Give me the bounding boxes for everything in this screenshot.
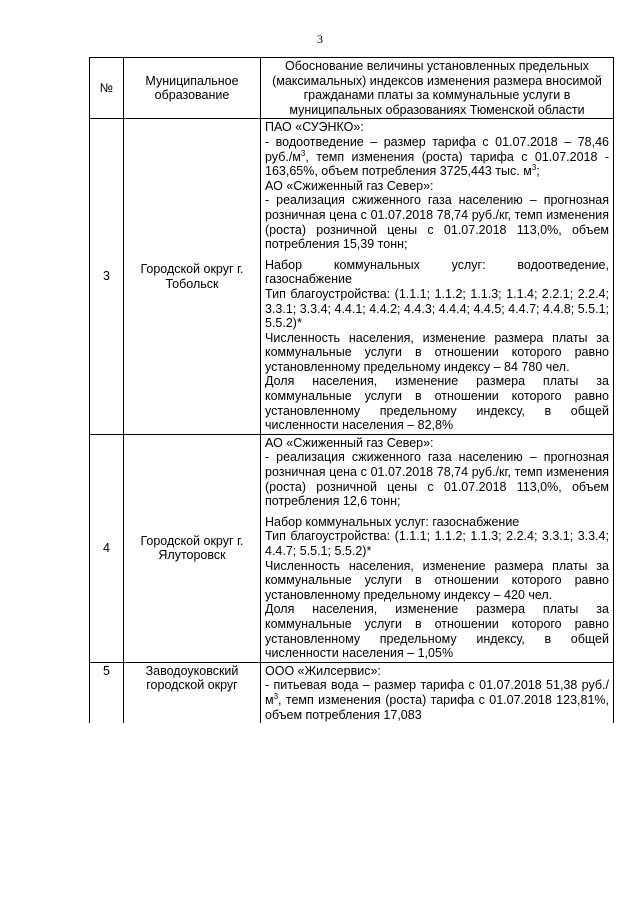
table-header-row (90, 58, 614, 119)
row-justification (261, 119, 614, 434)
row-number: 5 (90, 662, 124, 723)
paragraph: Набор коммунальных услуг: газоснабжение (265, 514, 520, 529)
row-number: 4 (90, 434, 124, 662)
paragraph: ООО «Жилсервис»: (265, 663, 381, 678)
paragraph: Доля населения, изменение размера платы за коммунальные услуги в отношении которого равно установленному предельному индексу, в общей численности населения – 1,05% (265, 602, 609, 661)
row-justification (261, 434, 614, 662)
table-row-3 (90, 119, 614, 434)
row-municipality: Заводоуковский городской округ (124, 662, 261, 723)
header-justification: Обоснование величины установленных предельных (максимальных) индексов изменения размера вносимой гражданами платы за коммунальные услуги в муниципальных образованиях Тюменской области (261, 58, 614, 119)
header-num: № (90, 58, 124, 119)
paragraph: Численность населения, изменение размера платы за коммунальные услуги в отношении которого равно установленному предельному индексу – 84 780 чел. (265, 330, 609, 374)
paragraph: АО «Сжиженный газ Север»: (265, 178, 434, 193)
paragraph: - водоотведение – размер тарифа с 01.07.2018 – 78,46 $руб./м^3$, темп изменения (роста) тарифа с 01.07.2018 - 163,65%, объем потребления 3725,443 тыс. $м^3$; (265, 134, 609, 179)
paragraph: - реализация сжиженного газа населению – прогнозная розничная цена с 01.07.2018 78,74 руб./кг, темп изменения (роста) розничной цены с 01.07.2018 113,0%, объем потребления 12,6 тонн; (265, 450, 609, 509)
page-number: 3 (317, 32, 323, 46)
table-row-4 (90, 434, 614, 662)
paragraph: ПАО «СУЭНКО»: (265, 120, 364, 135)
paragraph: АО «Сжиженный газ Север»: (265, 435, 434, 450)
paragraph: Набор коммунальных услуг: водоотведение, газоснабжение (265, 257, 609, 287)
row-municipality: Городской округ г. Тобольск (124, 119, 261, 434)
paragraph: Тип благоустройства: (1.1.1; 1.1.2; 1.1.3; 1.1.4; 2.2.1; 2.2.4; 3.3.1; 3.3.4; 4.4.1; 4.4.2; 4.4.3; 4.4.4; 4.4.5; 4.4.7; 4.4.8; 5.5.1; 5.5.2)* (265, 286, 610, 331)
paragraph: Тип благоустройства: (1.1.1; 1.1.2; 1.1.3; 2.2.4; 3.3.1; 3.3.4; 4.4.7; 5.5.1; 5.5.2)* (265, 529, 609, 558)
paragraph: - питьевая вода – размер тарифа с 01.07.2018 51,38 $руб./м^3$, темп изменения (роста) тарифа с 01.07.2018 123,81%, объем потребления 17,083 (265, 678, 609, 722)
table-row-5 (90, 662, 614, 723)
indices-table (89, 57, 614, 723)
paragraph: Численность населения, изменение размера платы за коммунальные услуги в отношении которого равно установленному предельному индексу – 420 чел. (265, 558, 609, 602)
header-municipality: Муниципальное образование (124, 58, 261, 119)
row-number: 3 (90, 119, 124, 434)
paragraph: Доля населения, изменение размера платы за коммунальные услуги в отношении которого равно установленному предельному индексу, в общей численности населения – 82,8% (265, 374, 609, 433)
row-justification (261, 662, 614, 723)
paragraph: - реализация сжиженного газа населению – прогнозная розничная цена с 01.07.2018 78,74 руб./кг, темп изменения (роста) розничной цены с 01.07.2018 113,0%, объем потребления 15,39 тонн; (265, 193, 609, 252)
row-municipality: Городской округ г. Ялуторовск (124, 434, 261, 662)
